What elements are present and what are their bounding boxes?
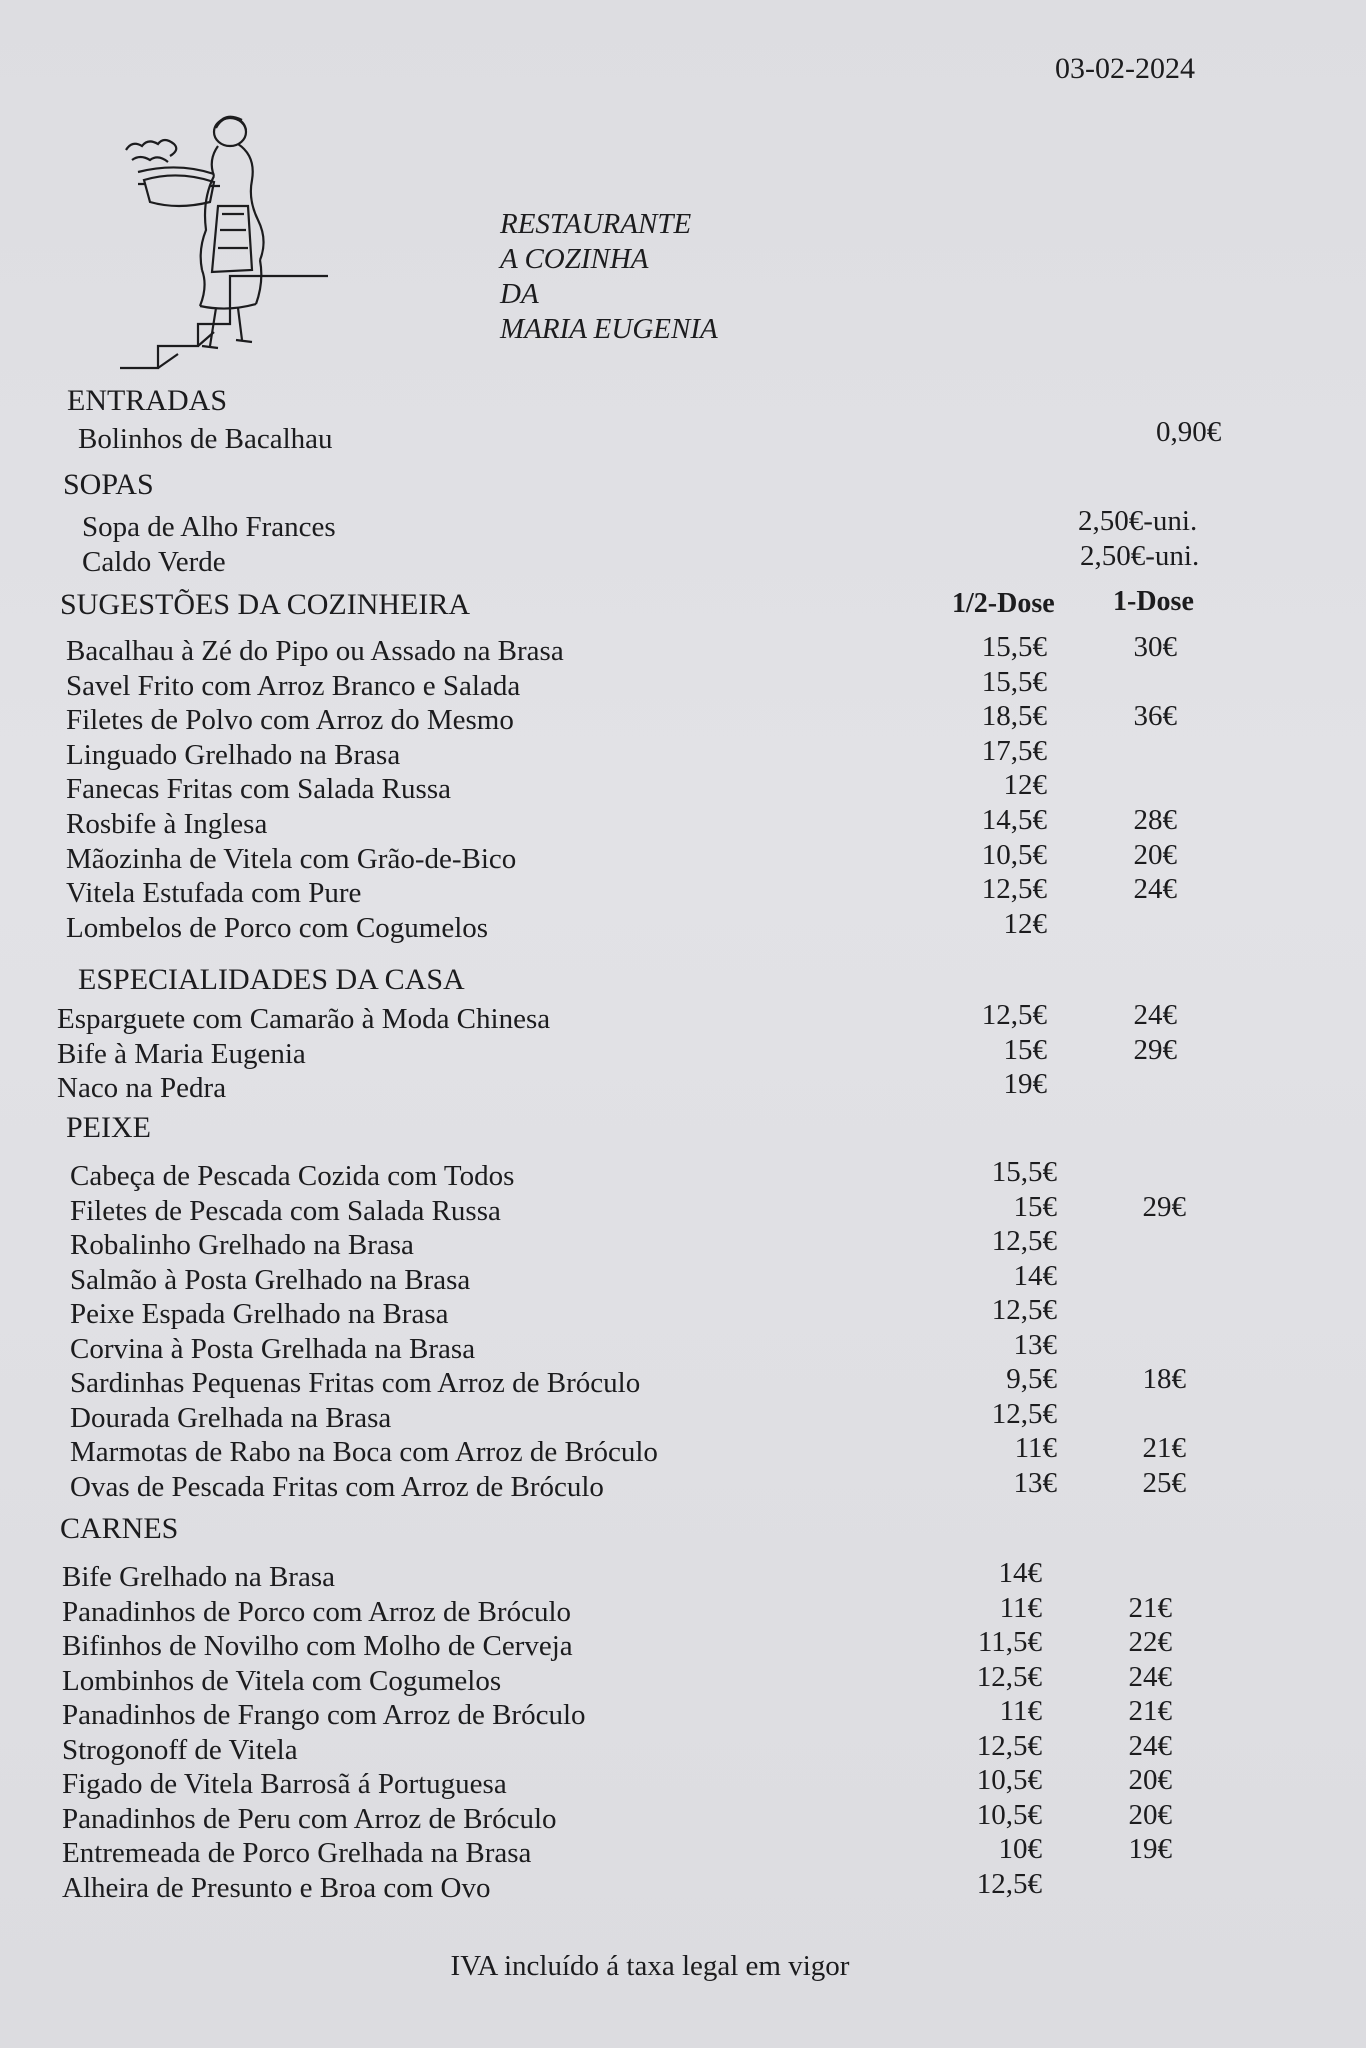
- menu-item-price-full: 21€: [1142, 1432, 1186, 1464]
- menu-item-name: Panadinhos de Peru com Arroz de Bróculo: [62, 1802, 557, 1835]
- menu-item-name: Salmão à Posta Grelhado na Brasa: [70, 1263, 471, 1296]
- menu-item-price-half: 17,5€: [981, 734, 1047, 767]
- menu-item-name: Mãozinha de Vitela com Grão-de-Bico: [66, 842, 517, 875]
- menu-item-name: Filetes de Polvo com Arroz do Mesmo: [66, 704, 514, 737]
- menu-item-name: Filetes de Pescada com Salada Russa: [70, 1194, 501, 1227]
- menu-item-name: Bifinhos de Novilho com Molho de Cerveja: [62, 1630, 573, 1662]
- menu-item-price-half: 12,5€: [976, 1867, 1042, 1900]
- menu-item-price-full: 20€: [1133, 838, 1177, 871]
- menu-item-price-full: 29€: [1142, 1190, 1186, 1223]
- menu-item-price-full: 20€: [1128, 1798, 1172, 1831]
- menu-item-price-full: 21€: [1128, 1591, 1172, 1624]
- menu-item-name: Figado de Vitela Barrosã á Portuguesa: [62, 1768, 507, 1800]
- menu-item-name: Panadinhos de Frango com Arroz de Bróculo: [62, 1699, 586, 1731]
- menu-item-price-full: 20€: [1128, 1764, 1172, 1796]
- menu-item-price-half: 12,5€: [976, 1729, 1042, 1762]
- menu-item-name: Bife Grelhado na Brasa: [62, 1561, 335, 1593]
- menu-item-price-full: 18€: [1142, 1363, 1186, 1395]
- menu-item-price-half: 10€: [998, 1833, 1042, 1865]
- column-header-full-dose: 1-Dose: [1113, 586, 1194, 617]
- menu-item-name: Caldo Verde: [82, 546, 226, 578]
- menu-item-price-half: 11,5€: [977, 1626, 1042, 1658]
- menu-item-price-half: 12,5€: [991, 1225, 1057, 1257]
- menu-item-price-half: 10,5€: [976, 1764, 1042, 1796]
- menu-item-price-full: 30€: [1133, 631, 1177, 663]
- menu-item-name: Peixe Espada Grelhado na Brasa: [70, 1298, 449, 1330]
- menu-item-price-half: 19€: [1003, 1068, 1047, 1100]
- footer-note: IVA incluído á taxa legal em vigor: [450, 1950, 850, 1982]
- menu-item-price-half: 11€: [1014, 1432, 1057, 1464]
- menu-item-price-half: 12€: [1003, 907, 1047, 940]
- menu-item-price-full: 36€: [1133, 700, 1177, 733]
- menu-item-price-half: 10,5€: [981, 838, 1047, 871]
- menu-item-price-half: 13€: [1013, 1328, 1057, 1361]
- menu-item-name: Sardinhas Pequenas Fritas com Arroz de Bróculo: [70, 1367, 641, 1399]
- menu-item-price-half: 12,5€: [981, 873, 1047, 906]
- menu-item-price-full: 22€: [1128, 1626, 1172, 1658]
- menu-item-name: Marmotas de Rabo na Boca com Arroz de Bróculo: [70, 1436, 658, 1468]
- menu-item-name: Dourada Grelhada na Brasa: [70, 1401, 392, 1434]
- menu-item-price-half: 15€: [1003, 1033, 1047, 1066]
- menu-item-name: Lombinhos de Vitela com Cogumelos: [62, 1664, 502, 1697]
- menu-item-name: Savel Frito com Arroz Branco e Salada: [66, 669, 521, 702]
- menu-item-price-half: 9,5€: [1006, 1363, 1057, 1395]
- menu-item-price-half: 12,5€: [981, 999, 1047, 1031]
- menu-item-price-half: 14,5€: [981, 804, 1047, 836]
- section-title-entradas: ENTRADAS: [67, 384, 228, 417]
- menu-item-price-half: 12€: [1003, 769, 1047, 802]
- menu-item-name: Ovas de Pescada Fritas com Arroz de Bróculo: [70, 1470, 604, 1503]
- menu-item-price-full: 24€: [1133, 999, 1177, 1031]
- menu-item-price-half: 13€: [1013, 1466, 1057, 1499]
- menu-item-price: 0,90€: [1156, 416, 1222, 448]
- menu-item-price-half: 14€: [1013, 1259, 1057, 1292]
- menu-item-price-full: 24€: [1128, 1729, 1172, 1762]
- menu-item-price-full: 19€: [1128, 1833, 1172, 1865]
- menu-date: 03-02-2024: [1055, 52, 1195, 85]
- menu-item-price-half: 18,5€: [981, 700, 1047, 733]
- restaurant-name-line: A COZINHA: [500, 243, 649, 275]
- menu-item-price-half: 14€: [998, 1557, 1042, 1589]
- menu-item-name: Corvina à Posta Grelhada na Brasa: [70, 1332, 476, 1365]
- menu-item-price-half: 11€: [999, 1695, 1042, 1727]
- column-header-half-dose: 1/2-Dose: [952, 588, 1055, 619]
- menu-item-price-full: 28€: [1133, 804, 1177, 836]
- menu-item-price-full: 24€: [1128, 1660, 1172, 1693]
- menu-item-price-full: 24€: [1133, 873, 1177, 906]
- menu-item-price: 2,50€-uni.: [1080, 540, 1200, 572]
- menu-item-price-half: 12,5€: [991, 1397, 1057, 1430]
- section-title-sopas: SOPAS: [63, 468, 154, 501]
- menu-item-name: Cabeça de Pescada Cozida com Todos: [70, 1160, 515, 1192]
- menu-item-price-half: 10,5€: [976, 1798, 1042, 1831]
- menu-item-price-full: 21€: [1128, 1695, 1172, 1727]
- restaurant-name-line: DA: [500, 278, 539, 310]
- menu-item-name: Entremeada de Porco Grelhada na Brasa: [62, 1837, 532, 1869]
- menu-item-price-half: 15,5€: [981, 665, 1047, 698]
- menu-item-name: Fanecas Fritas com Salada Russa: [66, 773, 451, 806]
- menu-item-price-full: 29€: [1133, 1033, 1177, 1066]
- section-title-carnes: CARNES: [60, 1512, 179, 1545]
- menu-item-price-half: 15,5€: [981, 631, 1047, 663]
- menu-item-name: Naco na Pedra: [57, 1072, 227, 1104]
- chef-illustration: [118, 110, 338, 380]
- menu-item-name: Strogonoff de Vitela: [62, 1733, 298, 1766]
- menu-item-price-half: 11€: [999, 1591, 1042, 1624]
- menu-item-name: Lombelos de Porco com Cogumelos: [66, 911, 489, 944]
- section-title-sugestoes: SUGESTÕES DA COZINHEIRA: [60, 588, 471, 621]
- menu-item-price-full: 25€: [1142, 1466, 1186, 1499]
- menu-item-name: Rosbife à Inglesa: [66, 808, 268, 840]
- menu-item-price-half: 15€: [1013, 1190, 1057, 1223]
- restaurant-name-line: MARIA EUGENIA: [500, 313, 718, 345]
- menu-item-name: Sopa de Alho Frances: [82, 511, 336, 543]
- menu-item-name: Esparguete com Camarão à Moda Chinesa: [57, 1003, 551, 1035]
- menu-item-price-half: 12,5€: [991, 1294, 1057, 1326]
- menu-item-price: 2,50€-uni.: [1078, 505, 1198, 537]
- menu-item-name: Bolinhos de Bacalhau: [78, 423, 333, 455]
- menu-item-price-half: 12,5€: [976, 1660, 1042, 1693]
- menu-item-name: Panadinhos de Porco com Arroz de Bróculo: [62, 1595, 572, 1628]
- section-title-peixe: PEIXE: [66, 1111, 151, 1144]
- section-title-especialidades: ESPECIALIDADES DA CASA: [78, 963, 465, 996]
- restaurant-name-line: RESTAURANTE: [500, 208, 692, 240]
- menu-item-name: Alheira de Presunto e Broa com Ovo: [62, 1871, 491, 1904]
- menu-item-name: Bife à Maria Eugenia: [57, 1037, 306, 1070]
- menu-item-name: Linguado Grelhado na Brasa: [66, 738, 401, 771]
- menu-item-price-half: 15,5€: [991, 1156, 1057, 1188]
- menu-item-name: Vitela Estufada com Pure: [66, 877, 362, 910]
- menu-item-name: Bacalhau à Zé do Pipo ou Assado na Brasa: [66, 635, 564, 667]
- menu-item-name: Robalinho Grelhado na Brasa: [70, 1229, 414, 1261]
